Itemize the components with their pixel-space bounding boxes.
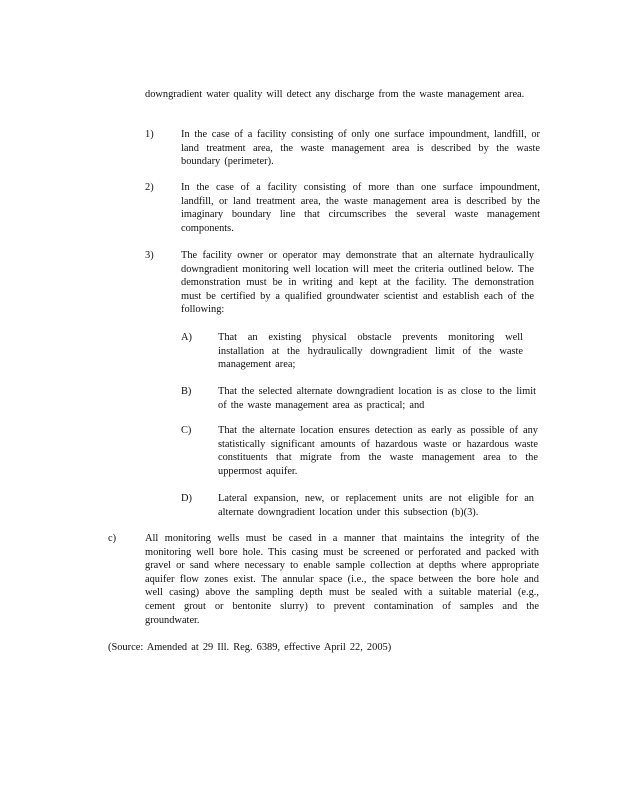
item-2-label: 2) <box>145 182 154 193</box>
item-d-text: Lateral expansion, new, or replacement units are not eligible for an alternate downgradient location under this subsection (b)(3). <box>218 493 534 518</box>
source-note: (Source: Amended at 29 Ill. Reg. 6389, effective April 22, 2005) <box>108 642 392 653</box>
item-b-label: B) <box>181 386 192 397</box>
subsection-c-label: c) <box>108 533 117 544</box>
item-3-label: 3) <box>145 250 154 261</box>
item-a-label: A) <box>181 332 192 343</box>
intro-paragraph: downgradient water quality will detect any discharge from the waste management area. <box>145 89 525 100</box>
subsection-c-text: All monitoring wells must be cased in a manner that maintains the integrity of the monitoring well bore hole. This casing must be screened or perforated and packed with gravel or sand where necessary to enable sample collection at depths where appropriate aquifer flow zones exist. The annular space (i.e., the space between the bore hole and well casing) above the sampling depth must be sealed with a suitable material (e.g., cement grout or bentonite slurry) to prevent contamination of samples and the groundwater. <box>145 533 539 626</box>
item-c-text: That the alternate location ensures detection as early as possible of any statistically significant amounts of hazardous waste or hazardous waste constituents that migrate from the waste management area to the uppermost aquifer. <box>218 425 538 477</box>
item-b-text: That the selected alternate downgradient location is as close to the limit of the waste management area as practical; and <box>218 386 536 411</box>
item-c-label: C) <box>181 425 192 436</box>
item-d-label: D) <box>181 493 192 504</box>
item-1-label: 1) <box>145 129 154 140</box>
item-3-text: The facility owner or operator may demonstrate that an alternate hydraulically downgradient monitoring well location will meet the criteria outlined below. The demonstration must be in writing and kept at the facility. The demonstration must be certified by a qualified groundwater scientist and establish each of the following: <box>181 250 534 316</box>
item-1-text: In the case of a facility consisting of only one surface impoundment, landfill, or land treatment area, the waste management area is described by the waste boundary (perimeter). <box>181 129 540 168</box>
item-2-text: In the case of a facility consisting of more than one surface impoundment, landfill, or land treatment area, the waste management area is described by the imaginary boundary line that circumscribes the several waste management components. <box>181 182 540 234</box>
item-a-text: That an existing physical obstacle prevents monitoring well installation at the hydraulically downgradient limit of the waste management area; <box>218 332 523 371</box>
